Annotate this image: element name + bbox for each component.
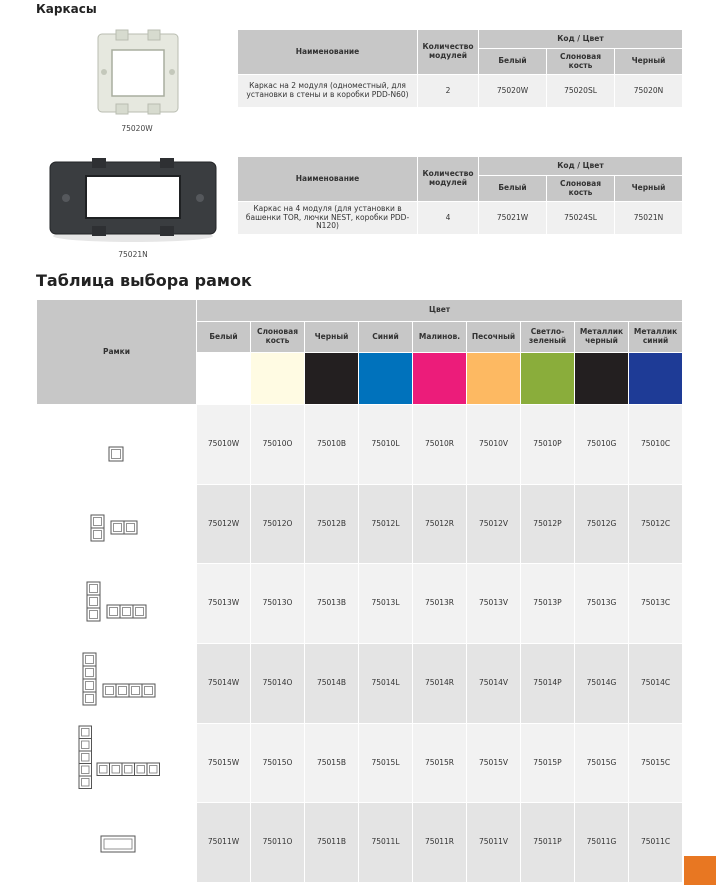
- article-code: 75012B: [305, 484, 359, 564]
- white-header: Белый: [479, 176, 547, 202]
- color-name: Синий: [359, 322, 413, 353]
- article-code: 75014O: [251, 643, 305, 723]
- frame-horizontal-icon: [37, 803, 197, 883]
- article-code: 75015C: [629, 723, 683, 803]
- ivory-header: Слоновая кость: [547, 176, 615, 202]
- frame-4-module-icon: [37, 643, 197, 723]
- section-title: Каркасы: [36, 2, 97, 16]
- article-code: 75010O: [251, 405, 305, 485]
- article-code: 75011R: [413, 803, 467, 883]
- color-swatch: [305, 353, 359, 405]
- article-code: 75011B: [305, 803, 359, 883]
- article-code: 75011O: [251, 803, 305, 883]
- article-code: 75014W: [197, 643, 251, 723]
- article-code: 75010V: [467, 405, 521, 485]
- color-name: Малинов.: [413, 322, 467, 353]
- table-row: [37, 484, 683, 564]
- color-name: Светло-зеленый: [521, 322, 575, 353]
- article-code: 75014B: [305, 643, 359, 723]
- article-code: 75010P: [521, 405, 575, 485]
- color-name: Слоновая кость: [251, 322, 305, 353]
- article-code: 75015L: [359, 723, 413, 803]
- article-code: 75014G: [575, 643, 629, 723]
- product-name: Каркас на 4 модуля (для установки в башенки TOR, лючки NEST, коробки PDD-N120): [238, 202, 418, 235]
- article-code: 75013P: [521, 564, 575, 644]
- article-code: 75013W: [197, 564, 251, 644]
- black-header: Черный: [615, 49, 683, 75]
- color-name: Песочный: [467, 322, 521, 353]
- frame-1-module-icon: [37, 405, 197, 485]
- white-header: Белый: [479, 49, 547, 75]
- article-code: 75010L: [359, 405, 413, 485]
- name-header: Наименование: [238, 30, 418, 75]
- module-count: 2: [418, 75, 479, 108]
- color-swatch: [197, 353, 251, 405]
- frame-3-module-icon: [37, 564, 197, 644]
- article-code: 75015R: [413, 723, 467, 803]
- article-code: 75011C: [629, 803, 683, 883]
- article-code: 75012R: [413, 484, 467, 564]
- frame-5-module-icon: [37, 723, 197, 803]
- color-swatch: [251, 353, 305, 405]
- color-name: Металлик черный: [575, 322, 629, 353]
- article-code: 75011L: [359, 803, 413, 883]
- black-header: Черный: [615, 176, 683, 202]
- article-code: 75011P: [521, 803, 575, 883]
- article-code: 75010G: [575, 405, 629, 485]
- page-corner-tab: [684, 856, 716, 885]
- product-spec-table: [237, 29, 683, 108]
- code-color-header: Код / Цвет: [479, 157, 683, 176]
- article-code: 75015P: [521, 723, 575, 803]
- article-code: 75014L: [359, 643, 413, 723]
- code-black: 75020N: [615, 75, 683, 108]
- article-code: 75012C: [629, 484, 683, 564]
- page-title: Таблица выбора рамок: [36, 271, 252, 290]
- color-swatch: [467, 353, 521, 405]
- frame-2-module-image: [96, 28, 180, 116]
- article-code: 75010C: [629, 405, 683, 485]
- article-code: 75015W: [197, 723, 251, 803]
- article-code: 75015V: [467, 723, 521, 803]
- article-code: 75015G: [575, 723, 629, 803]
- article-code: 75012L: [359, 484, 413, 564]
- table-row: [37, 405, 683, 485]
- article-code: 75012P: [521, 484, 575, 564]
- article-code: 75011V: [467, 803, 521, 883]
- article-code: 75012G: [575, 484, 629, 564]
- color-swatch: [575, 353, 629, 405]
- article-code: 75013C: [629, 564, 683, 644]
- article-code: 75015O: [251, 723, 305, 803]
- product-name: Каркас на 2 модуля (одноместный, для установки в стены и в коробки PDD-N60): [238, 75, 418, 108]
- code-black: 75021N: [615, 202, 683, 235]
- code-ivory: 75024SL: [547, 202, 615, 235]
- article-code: 75013V: [467, 564, 521, 644]
- article-code: 75012O: [251, 484, 305, 564]
- article-code: 75014R: [413, 643, 467, 723]
- article-code: 75014P: [521, 643, 575, 723]
- code-white: 75020W: [479, 75, 547, 108]
- code-ivory: 75020SL: [547, 75, 615, 108]
- frame-2-module-icon: [37, 484, 197, 564]
- color-header: Цвет: [197, 300, 683, 322]
- module-count: 4: [418, 202, 479, 235]
- table-row: [37, 564, 683, 644]
- article-code: 75012W: [197, 484, 251, 564]
- table-row: [37, 803, 683, 883]
- name-header: Наименование: [238, 157, 418, 202]
- count-header: Количество модулей: [418, 157, 479, 202]
- table-row: [37, 723, 683, 803]
- article-code: 75010B: [305, 405, 359, 485]
- article-code: 75013L: [359, 564, 413, 644]
- code-white: 75021W: [479, 202, 547, 235]
- table-row: [37, 643, 683, 723]
- product-spec-table: [237, 156, 683, 235]
- article-code: 75012V: [467, 484, 521, 564]
- color-name: Черный: [305, 322, 359, 353]
- frame-selection-table: [36, 299, 683, 883]
- color-swatch: [413, 353, 467, 405]
- article-code: 75015B: [305, 723, 359, 803]
- article-code: 75013R: [413, 564, 467, 644]
- article-code: 75013O: [251, 564, 305, 644]
- frames-header: Рамки: [37, 300, 197, 405]
- product-caption: 75020W: [121, 124, 153, 133]
- code-color-header: Код / Цвет: [479, 30, 683, 49]
- article-code: 75011G: [575, 803, 629, 883]
- product-caption: 75021N: [118, 250, 148, 259]
- color-swatch: [521, 353, 575, 405]
- color-swatch: [629, 353, 683, 405]
- frame-4-module-image: [46, 156, 220, 244]
- ivory-header: Слоновая кость: [547, 49, 615, 75]
- color-swatch: [359, 353, 413, 405]
- count-header: Количество модулей: [418, 30, 479, 75]
- article-code: 75010R: [413, 405, 467, 485]
- article-code: 75011W: [197, 803, 251, 883]
- color-name: Белый: [197, 322, 251, 353]
- article-code: 75013B: [305, 564, 359, 644]
- color-name: Металлик синий: [629, 322, 683, 353]
- article-code: 75014C: [629, 643, 683, 723]
- article-code: 75014V: [467, 643, 521, 723]
- article-code: 75010W: [197, 405, 251, 485]
- article-code: 75013G: [575, 564, 629, 644]
